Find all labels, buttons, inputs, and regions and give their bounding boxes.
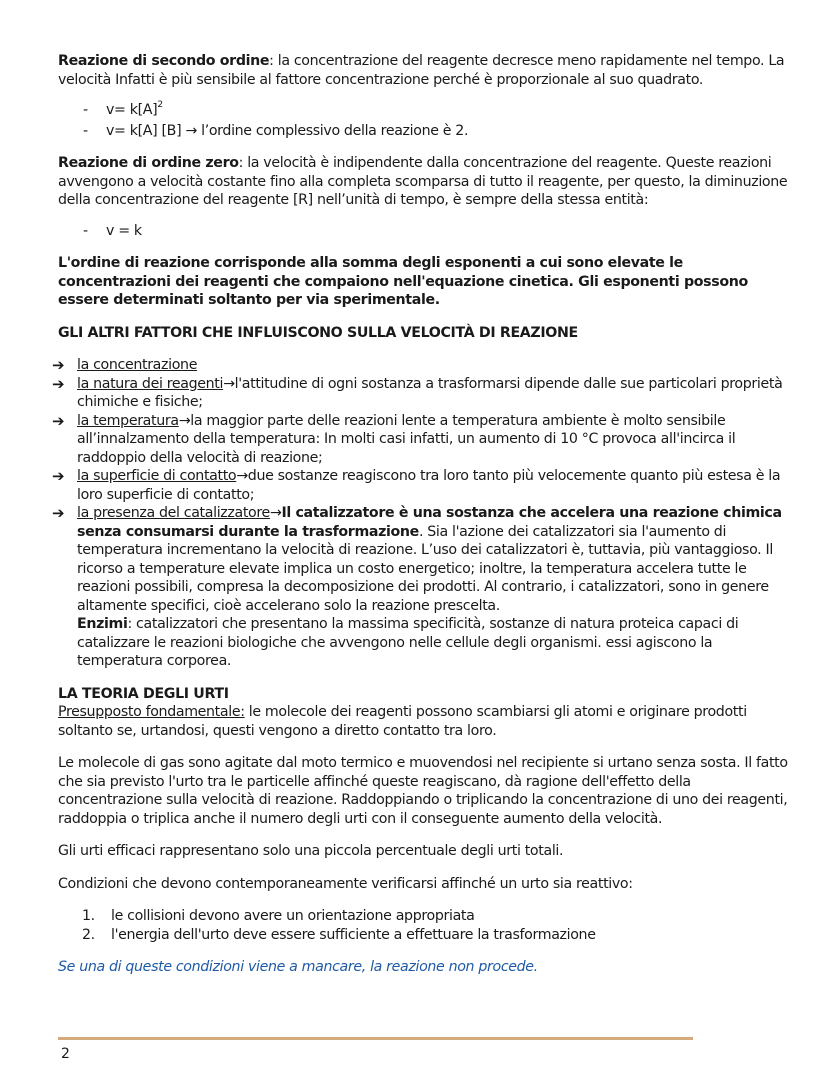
arrow-bullet-icon: ➔ <box>52 467 65 485</box>
equation-item: - v= k[A] [B] → l’ordine complessivo della reazione è 2. <box>83 122 469 139</box>
premise-label: Presupposto fondamentale: <box>58 704 245 720</box>
footer-rule <box>58 1037 693 1040</box>
factor-item <box>52 467 788 504</box>
factor-item <box>52 356 788 375</box>
catalyst-arrow: → <box>269 505 282 521</box>
second-order-paragraph <box>58 52 788 89</box>
conditions-list <box>58 907 788 944</box>
page-number: 2 <box>61 1046 70 1062</box>
factor-term: la temperatura <box>77 412 179 429</box>
enzymes-label: Enzimi <box>77 616 128 632</box>
zero-order-equations <box>58 222 788 241</box>
catalyst-definition: Il catalizzatore è una sostanza che accelera una reazione chimica senza consumarsi durante la trasformazione <box>77 505 782 540</box>
arrow-bullet-icon: ➔ <box>52 504 65 522</box>
equation-item: - $v= k[A]^2$ <box>83 100 163 118</box>
factor-text: →la maggior parte delle reazioni lente a temperatura ambiente è molto sensibile all’innalzamento della temperatura: In molti casi infatti, un aumento di 10 °C provoca all'incirca il raddoppio della velocità di reazione; <box>77 412 736 466</box>
zero-order-label: Reazione di ordine zero <box>58 155 239 171</box>
equation-rate-squared: v= k[A] <box>106 102 158 118</box>
condition-item: 1. le collisioni devono avere un orientazione appropriata <box>82 908 475 924</box>
conditions-intro: Condizioni che devono contemporaneamente verificarsi affinché un urto sia reattivo: <box>58 875 633 892</box>
factor-item <box>52 374 788 412</box>
factor-text: →due sostanze reagiscono tra loro tanto più velocemente quanto più estesa è la loro superficie di contatto; <box>77 468 781 503</box>
conclusion-note: Se una di queste condizioni viene a mancare, la reazione non procede. <box>58 959 538 975</box>
factors-list <box>52 356 788 671</box>
collision-theory-heading: LA TEORIA DEGLI URTI <box>58 685 229 702</box>
factor-item-catalyst <box>52 504 788 671</box>
gas-molecules-paragraph: Le molecole di gas sono agitate dal moto termico e muovendosi nel recipiente si urtano senza sosta. Il fatto che sia previsto l'urto tra le particelle affinché queste reagiscano, dà ragione dell'effetto della concentrazione sulla velocità di reazione. Raddoppiando o triplicando la concentrazione di uno dei reagenti, raddoppia o triplica anche il numero degli urti con il conseguente aumento della velocità. <box>58 755 788 827</box>
zero-order-paragraph <box>58 154 788 210</box>
factor-text: →l'attitudine di ogni sostanza a trasformarsi dipende dalle sue particolari proprietà chimiche e fisiche; <box>77 375 783 410</box>
equation-exponent: 2 <box>157 100 163 111</box>
condition-item: 2. l'energia dell'urto deve essere sufficiente a effettuare la trasformazione <box>82 926 596 943</box>
document-page <box>52 52 788 977</box>
enzymes-text: : catalizzatori che presentano la massima specificità, sostanze di natura proteica capaci di catalizzare le reazioni biologiche che avvengono nelle cellule degli organismi. essi agiscono la temperatura corporea. <box>77 616 739 669</box>
premise-text: le molecole dei reagenti possono scambiarsi gli atomi e originare prodotti soltanto se, urtandosi, questi vengono a diretto contatto tra loro. <box>58 704 747 739</box>
zero-order-text: : la velocità è indipendente dalla concentrazione del reagente. Queste reazioni avvengono a velocità costante fino alla completa scomparsa di tutto il reagente, per questo, la diminuzione della concentrazione del reagente [R] nell’unità di tempo, è sempre della stessa entità: <box>58 155 788 208</box>
factors-heading: GLI ALTRI FATTORI CHE INFLUISCONO SULLA VELOCITÀ DI REAZIONE <box>58 324 578 341</box>
second-order-text: : la concentrazione del reagente decresce meno rapidamente nel tempo. La velocità Infatti è più sensibile al fattore concentrazione perché è proporzionale al suo quadrato. <box>58 53 785 88</box>
arrow-bullet-icon: ➔ <box>52 356 65 374</box>
arrow-bullet-icon: ➔ <box>52 374 65 393</box>
second-order-label: Reazione di secondo ordine <box>58 53 270 69</box>
factor-term: la presenza del catalizzatore <box>77 505 270 521</box>
reaction-order-note: L'ordine di reazione corrisponde alla somma degli esponenti a cui sono elevate le concentrazioni dei reagenti che compaiono nell'equazione cinetica. Gli esponenti possono essere determinati soltanto per via sperimentale. <box>58 255 748 308</box>
equation-zero-order: v = k <box>106 222 142 239</box>
catalyst-text: . Sia l'azione dei catalizzatori sia l'aumento di temperatura incrementano la velocità di reazione. L’uso dei catalizzatori è, tuttavia, più vantaggioso. Il ricorso a temperature elevate implica un costo energetico; inoltre, la temperatura accelera tutte le reazioni possibili, compresa la decomposizione dei prodotti. Al contrario, i catalizzatori, sono in genere altamente specifici, cioè accelerano solo la reazione prescelta. <box>77 523 773 614</box>
equation-item: - v = k <box>83 222 142 239</box>
factor-term: la concentrazione <box>77 357 198 373</box>
factor-term: la natura dei reagenti <box>77 375 224 392</box>
arrow-bullet-icon: ➔ <box>52 411 65 430</box>
factor-item <box>52 411 788 468</box>
factor-term: la superficie di contatto <box>77 468 237 484</box>
equation-rate-ab: v= k[A] [B] → l’ordine complessivo della reazione è 2. <box>106 122 469 139</box>
effective-collisions-paragraph: Gli urti efficaci rappresentano solo una piccola percentuale degli urti totali. <box>58 843 564 859</box>
premise-paragraph <box>58 703 788 740</box>
second-order-equations <box>58 101 788 140</box>
